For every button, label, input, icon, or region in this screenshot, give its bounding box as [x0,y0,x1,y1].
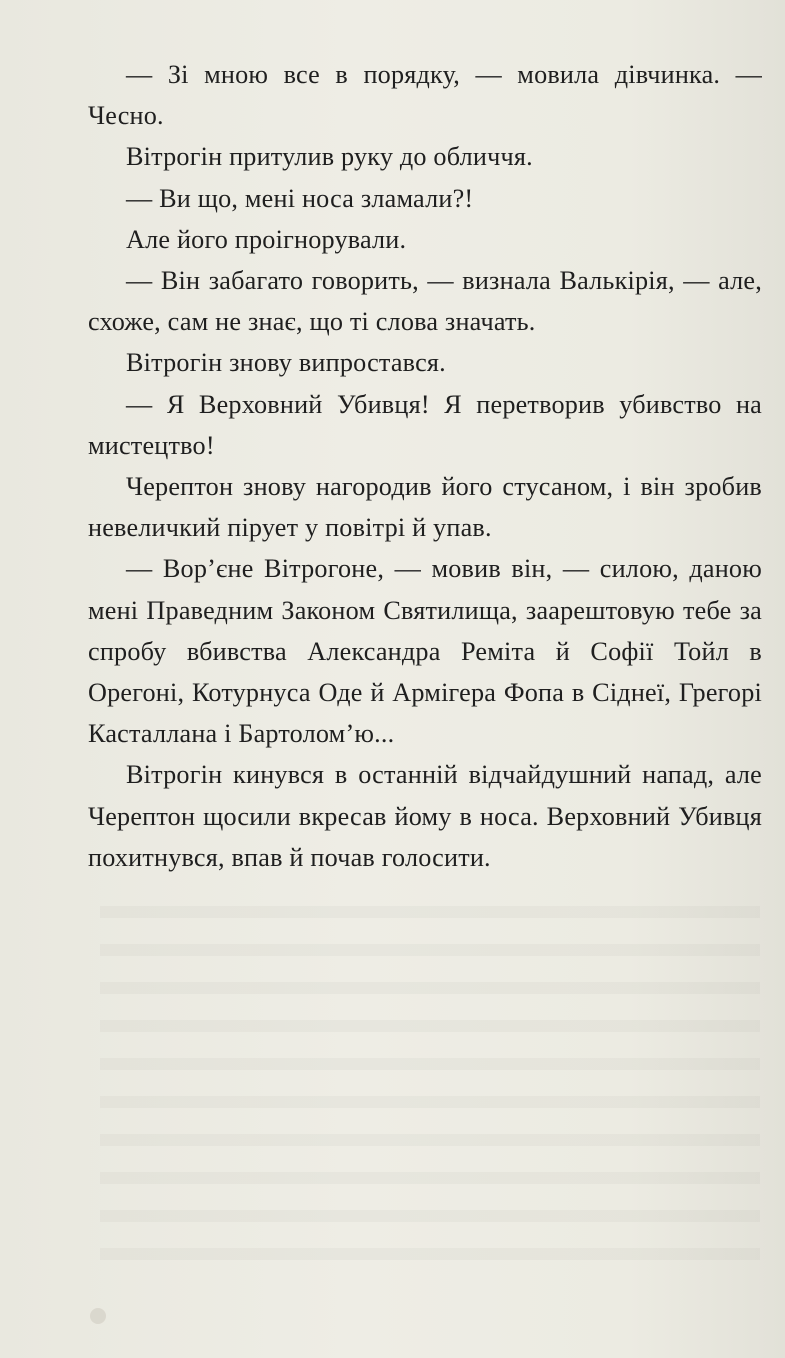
paragraph: Вітрогін знову випростався. [126,348,446,378]
paragraph: Черептон знову нагородив його стусаном, і він зробив невеличкий пірует у повітрі й упав. [88,472,762,543]
paragraph: Вітрогін кинувся в останній відчайдушний напад, але Черептон щосили вкресав йому в носа. Верховний Убивця похитнувся, впав й почав голосити. [88,760,762,872]
bleed-through-texture [100,880,760,1280]
paragraph: — Він забагато говорить, — визнала Валькірія, — але, схоже, сам не знає, що ті слова значать. [88,266,762,337]
paragraph: — Ви що, мені носа зламали?! [126,183,474,213]
paragraph: — Зі мною все в порядку, — мовила дівчинка. — Чесно. [88,60,762,131]
body-text [88,54,762,878]
paragraph: Вітрогін притулив руку до обличчя. [126,142,533,172]
paragraph: — Вор’єне Вітрогоне, — мовив він, — силою, даною мені Праведним Законом Святилища, заарештовую тебе за спробу вбивства Александра Реміта й Софії Тойл в Орегоні, Котурнуса Оде й Армігера Фопа в Сіднеї, Грегорі Касталлана і Бартолом’ю... [88,554,762,749]
paragraph: Але його проігнорували. [126,224,407,254]
page-smudge [90,1308,106,1324]
paragraph: — Я Верховний Убивця! Я перетворив убивство на мистецтво! [88,389,762,460]
